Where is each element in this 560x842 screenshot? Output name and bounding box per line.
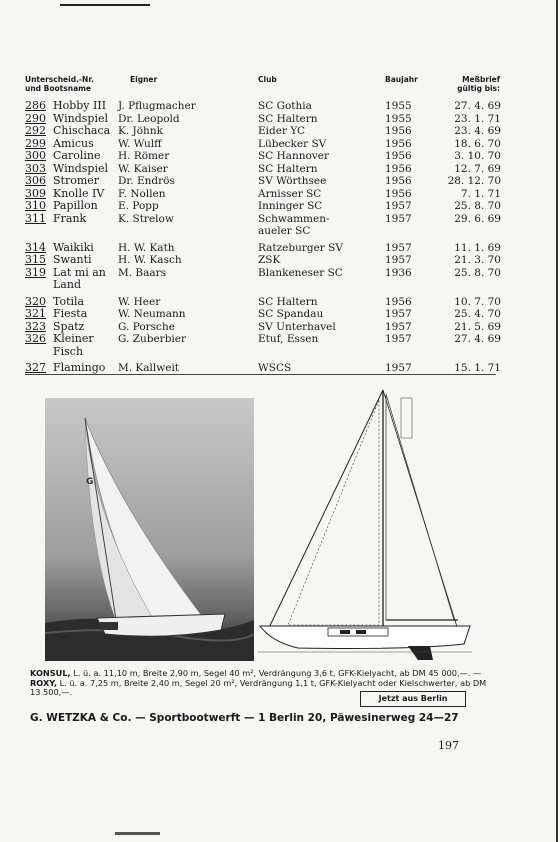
hull-outline: [260, 626, 470, 649]
certificate-expiry: 10. 7. 70: [454, 295, 501, 308]
club-name: Etuf, Essen: [258, 333, 319, 345]
build-year: 1956: [385, 150, 412, 162]
boat-name: Hobby III: [53, 99, 107, 112]
boat-number: 326: [25, 332, 46, 345]
page-edge-line: [556, 0, 558, 842]
certificate-expiry: 27. 4. 69: [454, 100, 501, 112]
build-year: 1957: [385, 200, 412, 212]
owner-name: W. Kaiser: [118, 162, 168, 175]
club-name: WSCS: [258, 362, 292, 374]
boat-name: Frank: [53, 211, 87, 225]
build-year: 1956: [385, 175, 412, 187]
club-name: SC Hannover: [258, 150, 329, 162]
section-divider: [25, 374, 496, 375]
boat-number: 321: [25, 307, 46, 320]
club-name: SC Spandau: [258, 308, 324, 320]
build-year: 1956: [385, 125, 412, 137]
certificate-expiry: 7. 1. 71: [460, 187, 501, 200]
club-name: SC Haltern: [258, 112, 318, 125]
boat-number: 286: [25, 99, 46, 112]
certificate-expiry: 21. 5. 69: [454, 320, 501, 333]
boat-number: 292: [25, 124, 46, 137]
certificate-expiry: 11. 1. 69: [454, 241, 501, 254]
boat-number: 306: [25, 174, 46, 187]
boat-name: Stromer: [53, 174, 100, 187]
owner-name: G. Zuberbier: [118, 333, 187, 345]
header-nr-bootsname: Unterscheid.-Nr. und Bootsname: [25, 75, 94, 93]
mainsail-outline: [386, 394, 454, 620]
certificate-expiry: 27. 4. 69: [454, 333, 501, 345]
roxy-specs: L. ü. a. 7,25 m, Breite 2,40 m, Segel 20 m², Verdrängung 1,1 t, GFK-Kielyacht oder Kielschwerter, ab DM 13 500,—.: [30, 677, 487, 697]
club-name: ZSK: [258, 254, 281, 266]
top-rule: [60, 4, 150, 6]
boat-number: 315: [25, 253, 46, 266]
company-footer: G. WETZKA & Co. — Sportbootwerft — 1 Berlin 20, Päwesinerweg 24—27: [30, 712, 459, 724]
header-club: Club: [258, 75, 277, 84]
club-name: SC Haltern: [258, 162, 318, 175]
certificate-expiry: 25. 8. 70: [454, 266, 501, 279]
boat-name: Caroline: [53, 149, 101, 162]
certificate-expiry: 21. 3. 70: [454, 254, 501, 266]
boat-name: Totila: [53, 294, 85, 308]
club-name: SV Unterhavel: [258, 320, 336, 333]
owner-name: K. Strelow: [118, 212, 174, 225]
build-year: 1956: [385, 162, 412, 175]
boat-name: Knolle IV: [53, 186, 105, 200]
build-year: 1957: [385, 308, 412, 320]
build-year: 1957: [385, 333, 412, 345]
sailboat-drawing: [258, 380, 472, 662]
konsul-specs: L. ü. a. 11,10 m, Breite 2,90 m, Segel 40 m², Verdrängung 3,6 t, GFK-Kielyacht, ab DM 45 000,—. —: [70, 668, 482, 678]
boat-name: Spatz: [53, 319, 85, 333]
build-year: 1957: [385, 212, 412, 225]
boat-number: 311: [25, 211, 46, 225]
boat-number: 320: [25, 294, 46, 308]
owner-name: K. Jöhnk: [118, 125, 163, 137]
build-year: 1955: [385, 100, 412, 112]
boat-name: Kleiner Fisch: [53, 332, 94, 358]
keel-shape: [408, 646, 433, 660]
boat-name: Windspiel: [53, 111, 108, 125]
boat-number: 300: [25, 149, 46, 162]
certificate-expiry: 25. 8. 70: [454, 200, 501, 212]
owner-name: E. Popp: [118, 200, 159, 212]
boat-number: 299: [25, 136, 46, 150]
konsul-name: KONSUL,: [30, 668, 71, 678]
boat-number: 327: [25, 361, 46, 374]
boat-name: Amicus: [53, 136, 94, 150]
owner-name: Dr. Leopold: [118, 112, 180, 125]
boat-name: Papillon: [53, 199, 98, 212]
build-year: 1957: [385, 241, 412, 254]
certificate-expiry: 12. 7. 69: [454, 162, 501, 175]
club-name: Lübecker SV: [258, 137, 327, 150]
boat-name: Flamingo: [53, 361, 106, 374]
boat-name: Lat mi an Land: [53, 265, 106, 291]
boat-name: Fiesta: [53, 307, 88, 320]
club-name: SC Haltern: [258, 295, 318, 308]
certificate-expiry: 23. 4. 69: [454, 125, 501, 137]
owner-name: H. W. Kath: [118, 241, 175, 254]
sailboat-photo: [45, 398, 254, 661]
berlin-badge: Jetzt aus Berlin: [360, 691, 466, 707]
owner-name: H. W. Kasch: [118, 254, 182, 266]
club-name: Schwammen- aueler SC: [258, 212, 330, 237]
certificate-expiry: 3. 10. 70: [454, 150, 501, 162]
build-year: 1955: [385, 112, 412, 125]
owner-name: M. Kallweit: [118, 362, 180, 374]
build-year: 1936: [385, 266, 412, 279]
club-name: SV Wörthsee: [258, 175, 327, 187]
certificate-expiry: 28. 12. 70: [447, 175, 501, 187]
owner-name: W. Wulff: [118, 137, 162, 150]
forestay-line: [266, 390, 383, 634]
club-name: Eider YC: [258, 125, 306, 137]
certificate-expiry: 25. 4. 70: [454, 308, 501, 320]
owner-name: W. Heer: [118, 295, 161, 308]
boat-number: 323: [25, 319, 46, 333]
header-baujahr: Baujahr: [385, 75, 418, 84]
build-year: 1957: [385, 320, 412, 333]
build-year: 1956: [385, 295, 412, 308]
boat-number: 310: [25, 199, 46, 212]
boat-number: 290: [25, 111, 46, 125]
bottom-mark: [115, 832, 160, 835]
owner-name: M. Baars: [118, 266, 167, 279]
build-year: 1957: [385, 254, 412, 266]
club-name: SC Gothia: [258, 100, 312, 112]
build-year: 1956: [385, 187, 412, 200]
owner-name: H. Römer: [118, 150, 170, 162]
club-name: Blankeneser SC: [258, 266, 343, 279]
header-eigner: Eigner: [130, 75, 158, 84]
boat-number: 309: [25, 186, 46, 200]
owner-name: W. Neumann: [118, 308, 186, 320]
page-number: 197: [438, 739, 459, 752]
owner-name: G. Porsche: [118, 320, 175, 333]
owner-name: J. Pflugmacher: [118, 100, 196, 112]
certificate-expiry: 18. 6. 70: [454, 137, 501, 150]
certificate-expiry: 23. 1. 71: [454, 112, 501, 125]
club-name: Ratzeburger SV: [258, 241, 343, 254]
owner-name: F. Nollen: [118, 187, 166, 200]
build-year: 1956: [385, 137, 412, 150]
sail-number: G: [86, 477, 94, 487]
boat-name: Windspiel: [53, 161, 108, 175]
club-name: Arnisser SC: [258, 187, 322, 200]
boat-number: 319: [25, 265, 46, 279]
roxy-name: ROXY,: [30, 677, 57, 688]
owner-name: Dr. Endrös: [118, 175, 175, 187]
boat-name: Chischaca: [53, 124, 111, 137]
club-name: Inninger SC: [258, 200, 323, 212]
certificate-expiry: 15. 1. 71: [454, 362, 501, 374]
build-year: 1957: [385, 362, 412, 374]
certificate-expiry: 29. 6. 69: [454, 212, 501, 225]
boat-name: Waikiki: [53, 240, 94, 254]
boat-name: Swanti: [53, 253, 92, 266]
header-messbrief: Meßbrief gültig bis:: [457, 75, 500, 93]
boat-number: 314: [25, 240, 46, 254]
boat-number: 303: [25, 161, 46, 175]
